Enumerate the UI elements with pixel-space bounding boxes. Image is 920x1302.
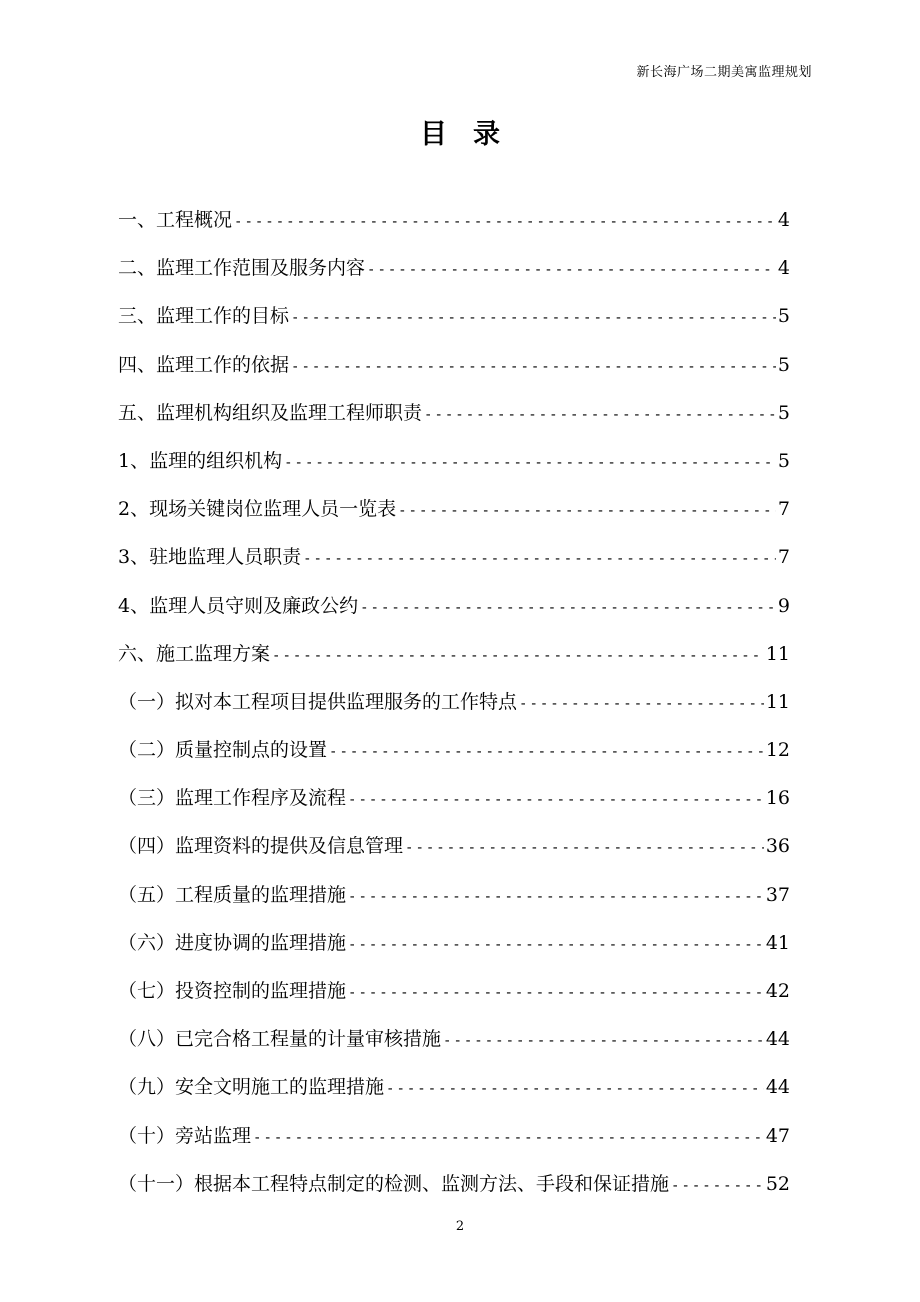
- toc-entry[interactable]: [118, 196, 790, 244]
- toc-entry[interactable]: [118, 630, 790, 678]
- toc-entry-label: （二）质量控制点的设置: [118, 739, 328, 762]
- toc-entry-page: 7: [777, 546, 790, 569]
- toc-entry-label: （六）进度协调的监理措施: [118, 931, 347, 954]
- toc-entry[interactable]: [118, 1015, 790, 1063]
- toc-entry-label: 五、监理机构组织及监理工程师职责: [118, 401, 423, 424]
- toc-entry-page: 36: [765, 835, 790, 858]
- toc-dot-leader: [398, 487, 776, 533]
- toc-entry[interactable]: [118, 389, 790, 437]
- toc-entry-page: 42: [765, 980, 790, 1002]
- toc-dot-leader: [424, 391, 776, 437]
- toc-entry[interactable]: [118, 582, 790, 630]
- toc-entry-label: （五）工程质量的监理措施: [118, 883, 347, 906]
- toc-entry[interactable]: [118, 726, 790, 774]
- toc-dot-leader: [284, 439, 776, 485]
- toc-entry-page: 44: [765, 1076, 790, 1099]
- toc-dot-leader: [367, 246, 776, 292]
- toc-entry-page: 4: [777, 209, 790, 231]
- toc-entry-label: （四）监理资料的提供及信息管理: [118, 835, 404, 858]
- toc-dot-leader: [519, 680, 764, 726]
- toc-entry-label: 1、监理的组织机构: [118, 449, 283, 472]
- toc-dot-leader: [671, 1162, 764, 1208]
- toc-entry-page: 47: [765, 1124, 790, 1147]
- toc-dot-leader: [303, 535, 776, 581]
- toc-entry-label: 2、现场关键岗位监理人员一览表: [118, 498, 397, 521]
- toc-dot-leader: [253, 1114, 764, 1160]
- toc-entry-page: 5: [777, 353, 790, 376]
- toc-entry-page: 37: [765, 883, 790, 906]
- toc-entry[interactable]: [118, 1160, 790, 1208]
- toc-entry-page: 4: [777, 257, 790, 280]
- toc-dot-leader: [443, 1017, 764, 1063]
- toc-entry-label: （一）拟对本工程项目提供监理服务的工作特点: [118, 690, 518, 713]
- toc-entry[interactable]: [118, 292, 790, 340]
- toc-entry-label: 二、监理工作范围及服务内容: [118, 257, 366, 280]
- toc-entry-label: 4、监理人员守则及廉政公约: [118, 594, 359, 617]
- toc-dot-leader: [360, 584, 776, 630]
- table-of-contents: [118, 196, 790, 1208]
- toc-entry-page: 11: [765, 690, 790, 713]
- toc-dot-leader: [405, 824, 764, 870]
- toc-entry-label: （八）已完合格工程量的计量审核措施: [118, 1028, 442, 1051]
- toc-entry-page: 16: [765, 787, 790, 810]
- toc-title: [0, 117, 920, 153]
- toc-dot-leader: [386, 1065, 764, 1111]
- toc-entry-page: 44: [765, 1028, 790, 1051]
- toc-entry-label: 一、工程概况: [118, 209, 233, 231]
- toc-dot-leader: [348, 921, 764, 967]
- toc-entry-label: 四、监理工作的依据: [118, 353, 290, 376]
- page-number: 2: [455, 1219, 465, 1234]
- toc-entry[interactable]: [118, 533, 790, 581]
- toc-entry[interactable]: [118, 485, 790, 533]
- toc-entry[interactable]: [118, 822, 790, 870]
- toc-entry-page: 5: [777, 305, 790, 328]
- toc-entry-page: 7: [777, 498, 790, 521]
- toc-entry[interactable]: [118, 341, 790, 389]
- toc-entry[interactable]: [118, 919, 790, 967]
- toc-entry[interactable]: [118, 244, 790, 292]
- running-header: 新长海广场二期美寓监理规划: [636, 65, 812, 80]
- toc-entry[interactable]: [118, 437, 790, 485]
- toc-dot-leader: [348, 969, 764, 1015]
- toc-dot-leader: [329, 728, 764, 774]
- toc-entry-page: 11: [765, 642, 790, 665]
- toc-dot-leader: [272, 632, 764, 678]
- toc-entry[interactable]: [118, 1063, 790, 1111]
- toc-title-text: 目录: [420, 119, 526, 150]
- toc-entry[interactable]: [118, 1112, 790, 1160]
- toc-entry-label: （三）监理工作程序及流程: [118, 787, 347, 810]
- toc-entry-label: 三、监理工作的目标: [118, 305, 290, 328]
- toc-dot-leader: [348, 776, 764, 822]
- toc-entry-label: （十）旁站监理: [118, 1124, 252, 1147]
- toc-entry-page: 5: [777, 401, 790, 424]
- toc-entry-label: （十一）根据本工程特点制定的检测、监测方法、手段和保证措施: [118, 1172, 670, 1195]
- toc-entry-label: 六、施工监理方案: [118, 642, 271, 665]
- toc-entry-page: 5: [777, 449, 790, 472]
- toc-dot-leader: [291, 343, 776, 389]
- toc-dot-leader: [348, 873, 764, 919]
- toc-entry-page: 9: [777, 594, 790, 617]
- toc-dot-leader: [234, 198, 776, 244]
- toc-entry[interactable]: [118, 967, 790, 1015]
- toc-entry-label: 3、驻地监理人员职责: [118, 546, 302, 569]
- toc-entry[interactable]: [118, 774, 790, 822]
- toc-dot-leader: [291, 294, 776, 340]
- toc-entry[interactable]: [118, 871, 790, 919]
- toc-entry-page: 52: [765, 1172, 790, 1195]
- toc-entry[interactable]: [118, 678, 790, 726]
- toc-entry-page: 41: [765, 931, 790, 954]
- toc-entry-label: （七）投资控制的监理措施: [118, 980, 347, 1002]
- toc-entry-page: 12: [765, 739, 790, 762]
- toc-entry-label: （九）安全文明施工的监理措施: [118, 1076, 385, 1099]
